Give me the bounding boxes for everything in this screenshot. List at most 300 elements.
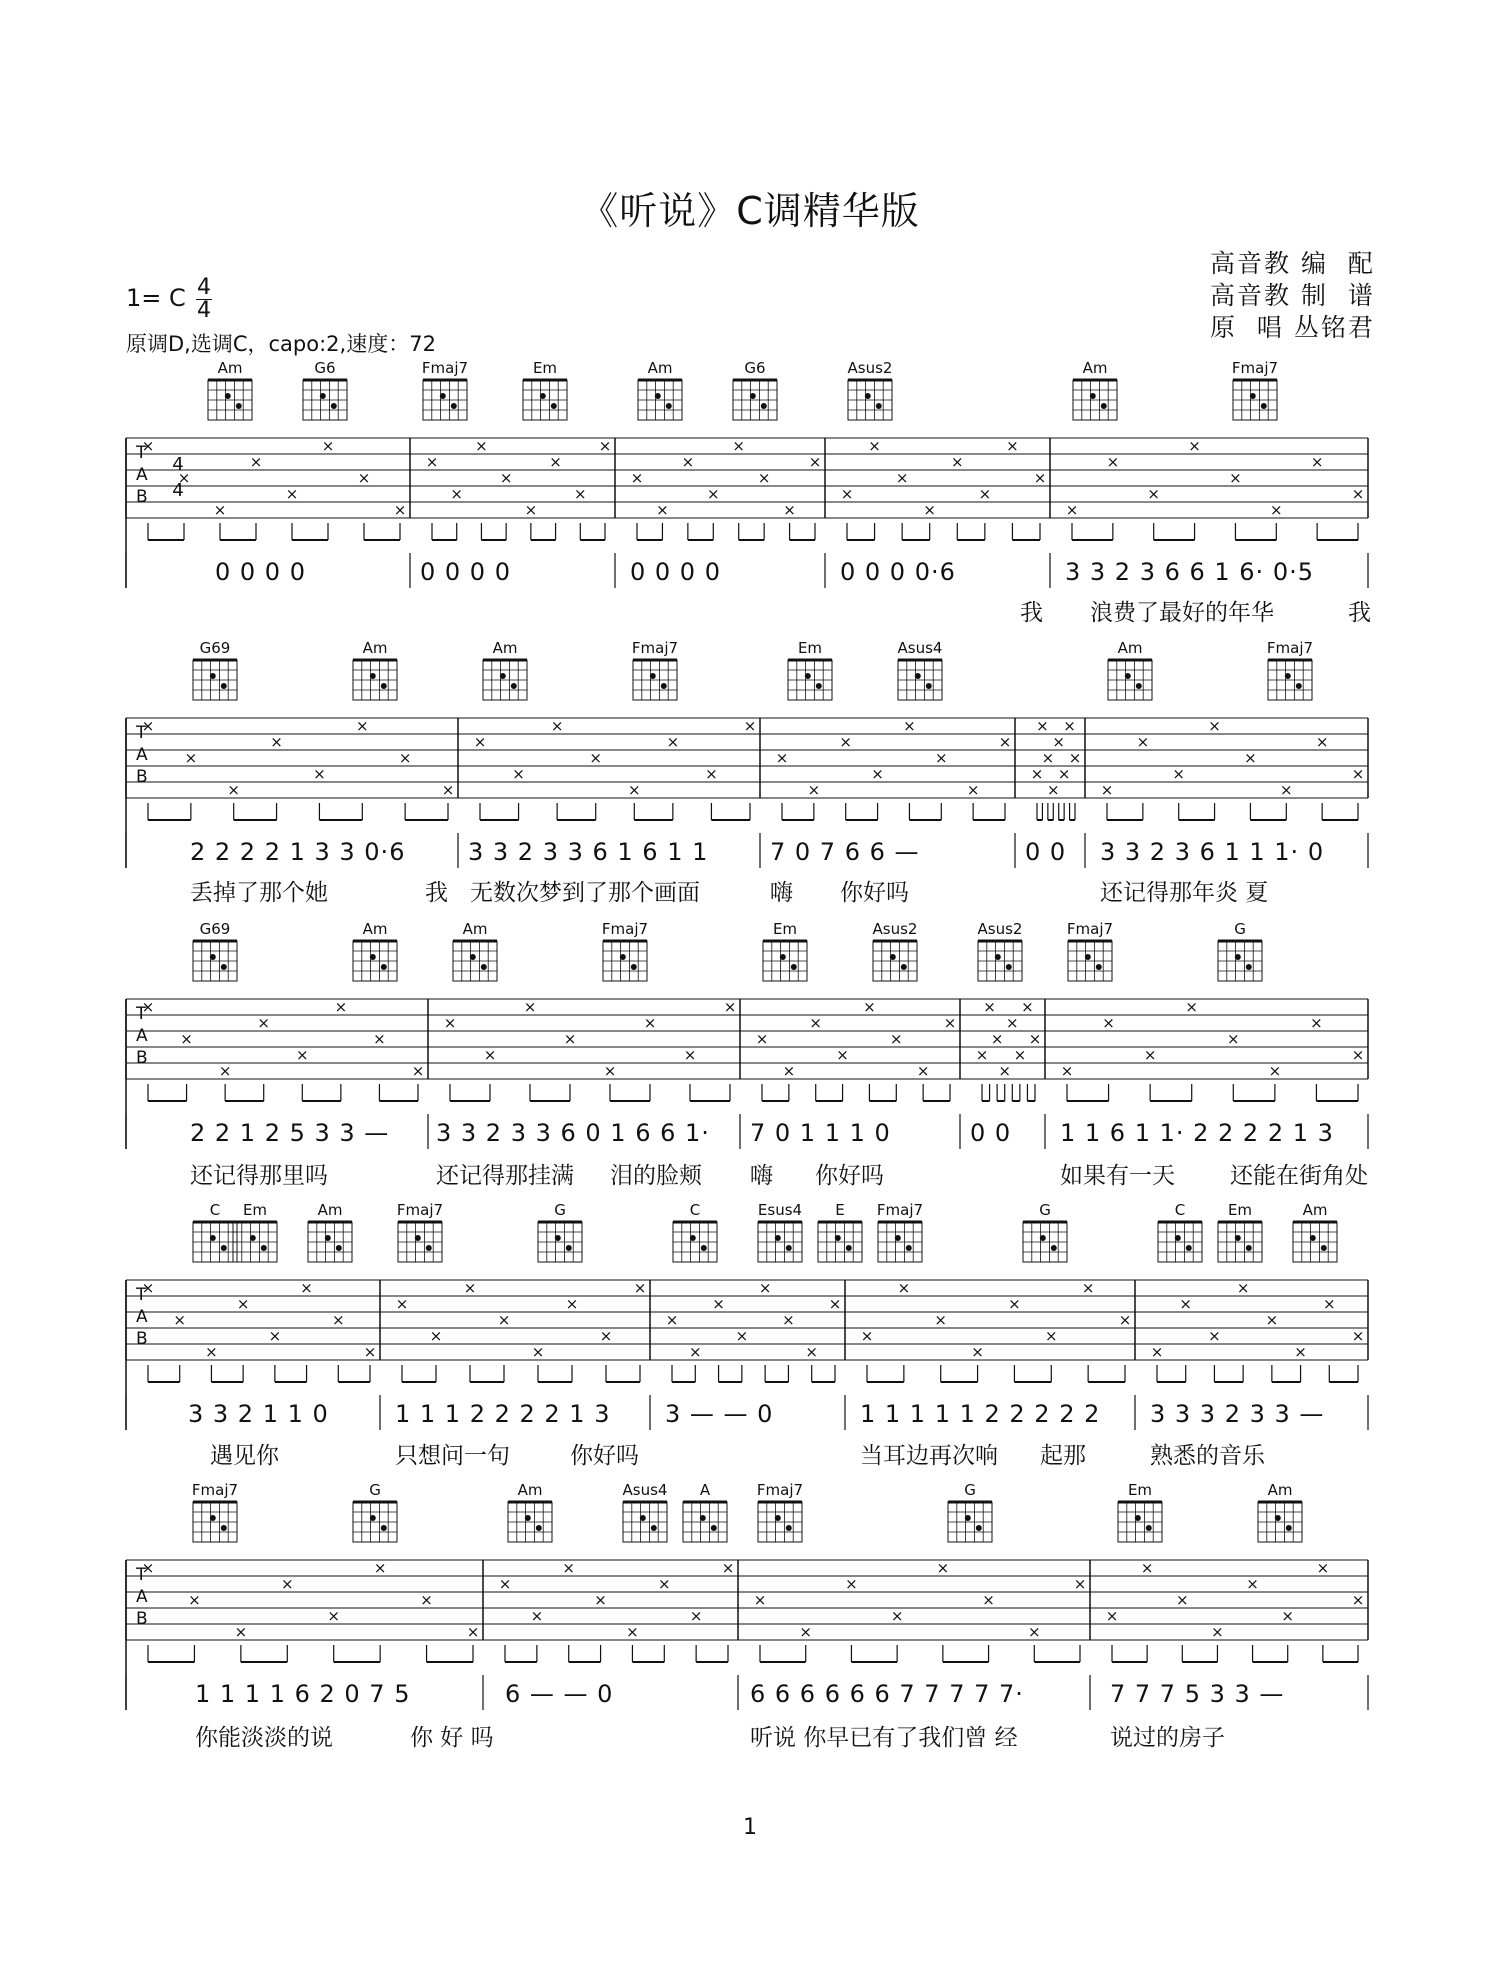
tab-mark: × <box>530 1607 544 1625</box>
chord-name: Am <box>1302 1201 1328 1219</box>
chord-dot <box>995 954 1001 960</box>
tab-mark: × <box>666 733 680 751</box>
tab-mark: × <box>497 1311 511 1329</box>
lyrics <box>1020 600 1371 626</box>
chord-dot <box>415 1235 421 1241</box>
tab-mark: × <box>721 1559 735 1577</box>
tab-mark: × <box>868 437 881 455</box>
chord-dot <box>470 954 476 960</box>
tab-mark: × <box>331 1311 345 1329</box>
tab-mark: × <box>799 1623 813 1641</box>
chord-dot <box>1136 683 1142 689</box>
notation-measure: 6 6 6 6 6 6 7 7 7 7 7· <box>750 1680 1024 1708</box>
tab-clef-letter: T <box>136 443 147 463</box>
lyrics <box>190 1163 1368 1189</box>
lyric-phrase: 如果有一天 <box>1060 1163 1175 1189</box>
tab-mark: × <box>936 1559 950 1577</box>
notation-measure: 1 1 1 1 1 2 2 2 2 2 <box>860 1400 1101 1428</box>
lyric-phrase: 当耳边再次响 <box>860 1443 998 1469</box>
lyric-phrase: 嗨 <box>750 1163 773 1189</box>
tab-mark: × <box>1140 1559 1154 1577</box>
chord-dot <box>1040 1235 1046 1241</box>
tab-mark: × <box>285 485 299 503</box>
chord-name: Esus4 <box>757 1201 803 1219</box>
tab-mark: × <box>836 1046 849 1064</box>
chord-dot <box>666 403 672 409</box>
chord-dot <box>381 683 387 689</box>
system-3 <box>126 920 1368 1189</box>
lyric-phrase: 还记得那挂满 <box>436 1163 574 1189</box>
chord-diagram <box>303 359 347 420</box>
chord-dot <box>926 683 932 689</box>
chord-dot <box>786 1245 792 1251</box>
chord-dot <box>1235 1235 1241 1241</box>
tab-mark: × <box>689 1607 703 1625</box>
chord-diagram <box>1073 359 1117 420</box>
tab-mark: × <box>1351 1046 1365 1064</box>
system-1 <box>126 359 1371 626</box>
tab-mark: × <box>706 485 720 503</box>
chord-name: G <box>1039 1201 1051 1219</box>
tab-mark: × <box>300 1279 313 1297</box>
tab-mark: × <box>141 1559 155 1577</box>
chord-diagram <box>193 1201 237 1262</box>
lyrics <box>195 1725 1225 1751</box>
chord-dot <box>976 1525 982 1531</box>
lyric-phrase: 嗨 <box>770 880 793 906</box>
tab-mark: × <box>950 453 964 471</box>
chord-name: Fmaj7 <box>601 920 649 938</box>
tab-mark: × <box>334 998 348 1016</box>
chord-dot <box>906 1245 912 1251</box>
chord-dot <box>370 1515 376 1521</box>
system-5 <box>126 1481 1368 1751</box>
tab-mark: × <box>916 1062 930 1080</box>
chord-dot <box>1321 1245 1327 1251</box>
chord-dot <box>786 1525 792 1531</box>
chord-diagram <box>523 359 567 420</box>
chord-name: G6 <box>314 359 336 377</box>
chord-diagram <box>208 359 252 420</box>
tab-mark: × <box>550 717 564 735</box>
chord-dot <box>336 1245 342 1251</box>
chord-dot <box>325 1235 331 1241</box>
chord-name: G69 <box>199 639 231 657</box>
tab-mark: × <box>280 1575 294 1593</box>
tab-mark: × <box>594 1591 607 1609</box>
tab-mark: × <box>1229 469 1242 487</box>
key-signature: 1= C <box>126 284 186 312</box>
tab-clef-letter: T <box>136 1285 147 1305</box>
chord-diagram <box>483 639 527 700</box>
chord-diagram <box>978 920 1023 981</box>
chord-dot <box>451 403 457 409</box>
chord-diagram <box>1218 920 1262 981</box>
tab-mark: × <box>450 485 464 503</box>
tab-mark: × <box>971 1343 984 1361</box>
chord-dot <box>210 673 216 679</box>
tab-mark: × <box>683 1046 697 1064</box>
notation-measure: 3 3 2 3 3 6 1 6 1 1 <box>468 838 709 866</box>
tab-mark: × <box>775 749 789 767</box>
lyric-phrase: 还能在街角处 <box>1230 1163 1368 1189</box>
tab-mark: × <box>828 1295 842 1313</box>
chord-dot <box>895 1235 901 1241</box>
tab-mark: × <box>805 1343 819 1361</box>
notation-measure: 3 3 2 1 1 0 <box>188 1400 329 1428</box>
tab-mark: × <box>903 717 916 735</box>
tab-clef-letter: A <box>136 1587 148 1607</box>
chord-diagram <box>632 639 678 700</box>
notation-measure: 1 1 1 2 2 2 2 1 3 <box>395 1400 611 1428</box>
tab-mark: × <box>712 1295 725 1313</box>
chord-dot <box>1310 1235 1316 1241</box>
chord-diagram <box>818 1201 862 1262</box>
notation-measure: 0 0 <box>1025 838 1067 866</box>
chord-diagram <box>353 920 397 981</box>
tab-mark: × <box>268 1327 282 1345</box>
chord-name: Fmaj7 <box>1266 639 1314 657</box>
tab-mark: × <box>393 501 407 519</box>
jianpu-notation <box>195 1680 1284 1708</box>
tab-mark: × <box>688 1343 702 1361</box>
chord-diagram <box>757 1481 803 1542</box>
tab-clef-letter: B <box>136 767 148 787</box>
tab-mark: × <box>889 1030 903 1048</box>
tab-mark: × <box>1057 765 1071 783</box>
tab-mark: × <box>1006 437 1019 455</box>
tab-mark: × <box>188 1591 201 1609</box>
tab-mark: × <box>184 749 198 767</box>
tab-mark: × <box>218 1062 232 1080</box>
tab-mark: × <box>1118 1311 1132 1329</box>
chord-dot <box>500 673 506 679</box>
chord-name: Fmaj7 <box>631 639 679 657</box>
tab-mark: × <box>943 1014 957 1032</box>
tab-mark: × <box>1063 717 1076 735</box>
chord-dot <box>1006 964 1012 970</box>
chord-dot <box>750 393 756 399</box>
tab-mark: × <box>1008 1295 1021 1313</box>
chord-dot <box>370 673 376 679</box>
tab-mark: × <box>429 1327 443 1345</box>
tab-mark: × <box>249 453 263 471</box>
tab-mark: × <box>1351 765 1365 783</box>
chord-dot <box>846 1245 852 1251</box>
tab-mark: × <box>1060 1062 1074 1080</box>
tab-mark: × <box>411 1062 425 1080</box>
chord-name: Fmaj7 <box>1066 920 1114 938</box>
tab-mark: × <box>443 1014 457 1032</box>
tab-mark: × <box>1279 781 1293 799</box>
tab-mark: × <box>420 1591 433 1609</box>
notation-measure: 3 3 2 3 6 6 1 6· 0·5 <box>1065 558 1314 586</box>
tab-mark: × <box>990 1030 1004 1048</box>
chord-dot <box>805 673 811 679</box>
tab-mark: × <box>633 1279 647 1297</box>
tab-mark: × <box>425 453 439 471</box>
chord-diagram <box>683 1481 727 1542</box>
tab-mark: × <box>512 765 525 783</box>
chord-diagram <box>623 1481 668 1542</box>
chord-name: C <box>689 1201 701 1219</box>
chord-name: Fmaj7 <box>191 1481 239 1499</box>
lyric-phrase: 熟悉的音乐 <box>1150 1443 1265 1469</box>
notation-measure: 1 1 1 1 6 2 0 7 5 <box>195 1680 411 1708</box>
tab-mark: × <box>630 469 644 487</box>
chord-name: Am <box>1082 359 1108 377</box>
tab-mark: × <box>1351 1327 1365 1345</box>
tab-mark: × <box>236 1295 250 1313</box>
tab-mark: × <box>398 749 412 767</box>
tab-mark: × <box>923 501 937 519</box>
chord-dot <box>511 683 517 689</box>
chord-name: Asus4 <box>622 1481 668 1499</box>
chord-diagram <box>1118 1481 1162 1542</box>
tab-mark: × <box>1294 1343 1307 1361</box>
chord-dot <box>631 964 637 970</box>
tab-mark: × <box>897 1279 911 1297</box>
tab-mark: × <box>1102 1014 1115 1032</box>
tab-mark: × <box>732 437 746 455</box>
tab-clef-letter: T <box>136 1565 147 1585</box>
lyric-phrase: 说过的房子 <box>1110 1725 1225 1751</box>
chord-name: Am <box>362 639 388 657</box>
chord-name: Asus2 <box>847 359 893 377</box>
tab-mark: × <box>1269 501 1283 519</box>
chord-name: Em <box>242 1201 268 1219</box>
chord-dot <box>210 1235 216 1241</box>
credit-transcriber: 高音教 制 谱 <box>1210 281 1375 310</box>
tab-mark: × <box>1188 437 1201 455</box>
tab-mark: × <box>758 1279 772 1297</box>
chord-dot <box>701 1245 707 1251</box>
chord-name: Em <box>532 359 558 377</box>
tab-mark: × <box>141 437 155 455</box>
tab-mark: × <box>1315 733 1329 751</box>
tab-mark: × <box>1185 998 1199 1016</box>
tab-mark: × <box>1136 733 1150 751</box>
chord-name: Am <box>517 1481 543 1499</box>
credit-arranger: 高音教 编 配 <box>1210 249 1375 278</box>
tab-mark: × <box>743 717 757 735</box>
notation-measure: 0 0 0 0·6 <box>840 558 956 586</box>
tab-mark: × <box>753 1591 767 1609</box>
lyric-phrase: 听说 你早已有了我们曾 经 <box>750 1725 1018 1751</box>
tab-mark: × <box>180 1030 193 1048</box>
tab-mark: × <box>473 733 487 751</box>
chord-dot <box>221 964 227 970</box>
chord-diagram <box>1218 1201 1262 1262</box>
chord-diagram <box>898 639 943 700</box>
chord-name: Am <box>217 359 243 377</box>
notation-measure: 0 0 <box>970 1119 1012 1147</box>
tab-mark: × <box>982 1591 995 1609</box>
chord-dot <box>525 1515 531 1521</box>
tab-mark: × <box>373 1559 387 1577</box>
tab-mark: × <box>1036 717 1049 735</box>
lyric-phrase: 你好吗 <box>840 880 909 906</box>
tab-mark: × <box>1268 1062 1282 1080</box>
notation-measure: 2 2 1 2 5 3 3 — <box>190 1119 390 1147</box>
chord-diagram <box>192 1481 238 1542</box>
chord-dot <box>816 683 822 689</box>
tab-mark: × <box>363 1343 377 1361</box>
chord-dot <box>650 673 656 679</box>
tab-mark: × <box>524 501 538 519</box>
tab-mark: × <box>840 485 854 503</box>
lyric-phrase: 我 <box>1348 600 1371 626</box>
chord-dot <box>700 1515 706 1521</box>
chord-diagram <box>1067 920 1113 981</box>
chord-dot <box>1175 1235 1181 1241</box>
tab-mark: × <box>656 501 669 519</box>
tab-mark: × <box>523 998 537 1016</box>
tab-mark: × <box>863 998 876 1016</box>
lyric-phrase: 泪的脸颊 <box>610 1163 702 1189</box>
tab-mark: × <box>871 765 884 783</box>
tab-mark: × <box>966 781 980 799</box>
jianpu-notation <box>188 1400 1324 1428</box>
chord-diagram <box>848 359 893 420</box>
chord-name: Em <box>1227 1201 1253 1219</box>
tab-mark: × <box>1175 1591 1189 1609</box>
notation-measure: 2 2 2 2 1 3 3 0·6 <box>190 838 406 866</box>
chord-diagram <box>1108 639 1152 700</box>
lyric-phrase: 我 <box>1020 600 1043 626</box>
chord-dot <box>381 964 387 970</box>
chord-dot <box>210 954 216 960</box>
chord-name: Fmaj7 <box>756 1481 804 1499</box>
chord-dot <box>876 403 882 409</box>
chord-dot <box>221 1245 227 1251</box>
tab-mark: × <box>657 1575 671 1593</box>
tab-mark: × <box>998 1062 1012 1080</box>
chord-dot <box>1135 1515 1141 1521</box>
tab-mark: × <box>1005 1014 1019 1032</box>
tab-mark: × <box>978 485 992 503</box>
chord-diagram <box>758 1201 802 1262</box>
chord-dot <box>890 954 896 960</box>
chord-dot <box>775 1515 781 1521</box>
tab-mark: × <box>1310 453 1324 471</box>
chord-dot <box>250 1235 256 1241</box>
chord-name: Fmaj7 <box>876 1201 924 1219</box>
chord-diagram <box>763 920 807 981</box>
chord-dot <box>1186 1245 1192 1251</box>
chord-name: C <box>209 1201 221 1219</box>
tab-mark: × <box>782 1062 796 1080</box>
tab-mark: × <box>755 1030 769 1048</box>
tab-mark: × <box>565 1295 579 1313</box>
time-signature-bottom: 4 <box>197 298 211 323</box>
tab-mark: × <box>498 1575 512 1593</box>
lyric-phrase: 你好吗 <box>815 1163 884 1189</box>
chord-dot <box>655 393 661 399</box>
tab-mark: × <box>782 1311 795 1329</box>
chord-dot <box>620 954 626 960</box>
chord-diagram <box>673 1201 717 1262</box>
chord-diagram <box>193 920 237 981</box>
credit-singer: 原 唱 丛铭君 <box>1210 313 1375 342</box>
tab-mark: × <box>1033 469 1047 487</box>
chord-name: Am <box>492 639 518 657</box>
lyric-phrase: 只想问一句 <box>395 1443 510 1469</box>
tab-mark: × <box>681 453 695 471</box>
chord-diagram <box>538 1201 582 1262</box>
chord-dot <box>865 393 871 399</box>
chord-name: E <box>835 1201 845 1219</box>
tab-mark: × <box>809 1014 823 1032</box>
chord-dot <box>1090 393 1096 399</box>
tab-mark: × <box>589 749 603 767</box>
chord-name: Asus2 <box>977 920 1023 938</box>
tab-mark: × <box>463 1279 477 1297</box>
notation-measure: 3 3 2 3 6 1 1 1· 0 <box>1100 838 1325 866</box>
tab-mark: × <box>1106 453 1120 471</box>
tab-mark: × <box>1351 1591 1365 1609</box>
chord-name: Asus4 <box>897 639 943 657</box>
tuning-info: 原调D,选调C，capo:2,速度：72 <box>126 332 436 356</box>
jianpu-notation <box>190 838 1324 866</box>
chord-name: Em <box>1127 1481 1153 1499</box>
tab-mark: × <box>643 1014 657 1032</box>
tab-mark: × <box>173 1311 187 1329</box>
lyrics <box>210 1443 1266 1469</box>
chord-name: Fmaj7 <box>396 1201 444 1219</box>
tab-mark: × <box>860 1327 874 1345</box>
lyrics <box>190 880 1268 906</box>
tab-mark: × <box>934 749 948 767</box>
chord-diagram <box>422 359 468 420</box>
chord-name: Am <box>1117 639 1143 657</box>
tab-mark: × <box>549 453 562 471</box>
tab-mark: × <box>1028 1030 1042 1048</box>
tab-mark: × <box>1073 1575 1087 1593</box>
tab-mark: × <box>626 1623 639 1641</box>
tab-mark: × <box>895 469 909 487</box>
page-number: 1 <box>743 1815 757 1840</box>
lyric-phrase: 你能淡淡的说 <box>195 1725 333 1751</box>
tab-mark: × <box>1052 733 1066 751</box>
chord-dot <box>551 403 557 409</box>
chord-name: Am <box>317 1201 343 1219</box>
chord-diagram <box>1267 639 1313 700</box>
notation-measure: 3 3 3 2 3 3 — <box>1150 1400 1325 1428</box>
chord-dot <box>651 1525 657 1531</box>
tab-mark: × <box>1211 1623 1224 1641</box>
notation-measure: 7 0 7 6 6 — <box>770 838 920 866</box>
tab-mark: × <box>1226 1030 1240 1048</box>
tab-mark: × <box>213 501 227 519</box>
tab-mark: × <box>321 437 335 455</box>
tab-mark: × <box>563 1030 577 1048</box>
chord-dot <box>1296 683 1302 689</box>
tab-mark: × <box>1027 1623 1041 1641</box>
tab-mark: × <box>1068 749 1082 767</box>
chord-diagram <box>397 1201 443 1262</box>
tab-mark: × <box>598 437 612 455</box>
tab-mark: × <box>1021 998 1034 1016</box>
tab-mark: × <box>627 781 641 799</box>
chord-name: G <box>554 1201 566 1219</box>
tab-mark: × <box>1322 1295 1336 1313</box>
chord-diagram <box>233 1201 277 1262</box>
notation-measure: 3 — — 0 <box>665 1400 774 1428</box>
chord-dot <box>236 403 242 409</box>
tab-mark: × <box>1244 749 1257 767</box>
lyric-phrase: 你好吗 <box>570 1443 639 1469</box>
